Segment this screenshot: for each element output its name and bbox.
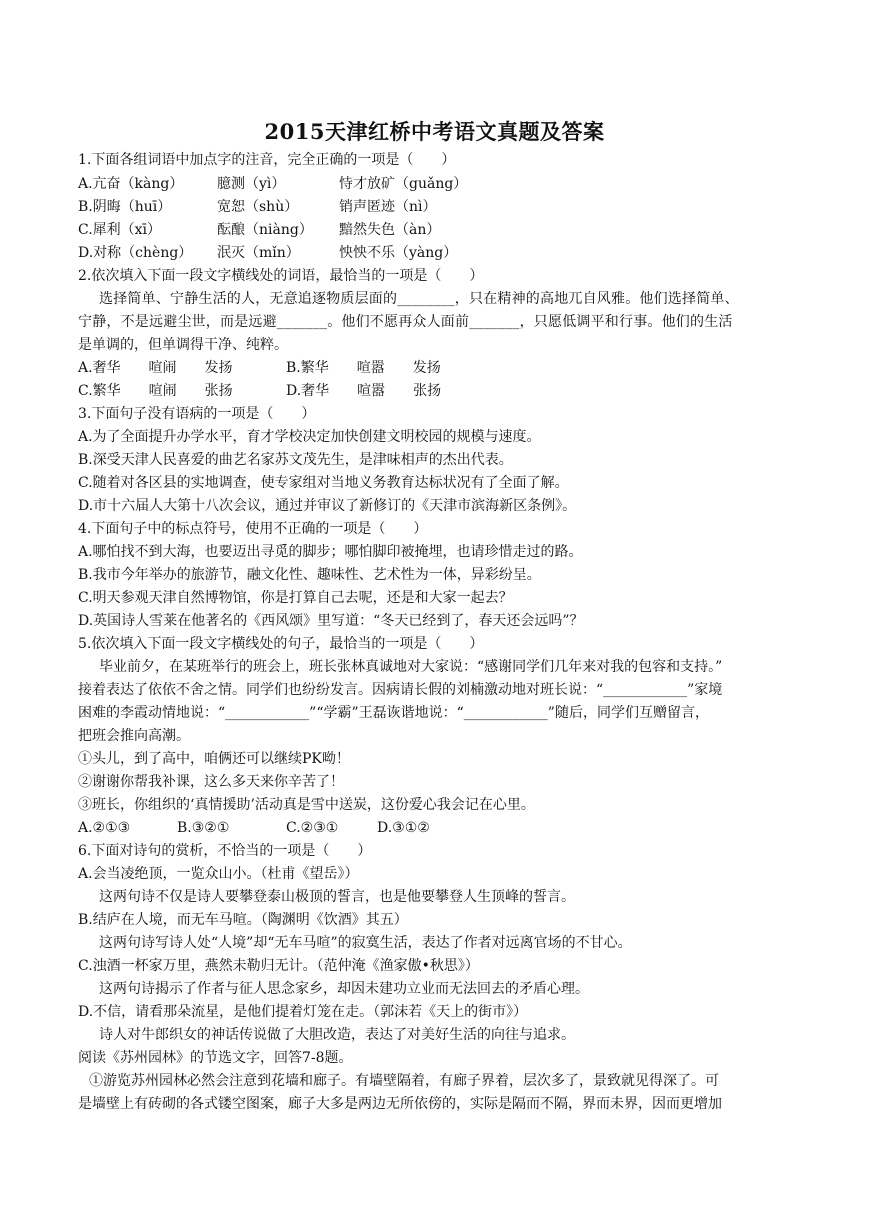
q1-option-d-word2: 泯灭（mǐn） [217, 245, 300, 261]
q4-option-c: C.明天参观天津自然博物馆，你是打算自己去呢，还是和大家一起去？ [78, 590, 513, 606]
q2-passage-line: 宁静，不是远避尘世，而是远避_______。他们不愿再众人面前_______，只愿低调平和行事。他们的生活 [78, 314, 733, 330]
q3-option-b: B.深受天津人民喜爱的曲艺名家苏文茂先生，是津味相声的杰出代表。 [78, 452, 513, 468]
q4-option-a: A.哪怕找不到大海，也要迈出寻觅的脚步；哪怕脚印被掩埋，也请珍惜走过的路。 [78, 544, 583, 560]
q5-sentence-2: ②谢谢你帮我补课，这么多天来你辛苦了！ [78, 774, 344, 790]
q2-passage-line: 是单调的，但单调得干净、纯粹。 [78, 337, 288, 353]
q6-option-d-note: 诗人对牛郎织女的神话传说做了大胆改造，表达了对美好生活的向往与追求。 [99, 1027, 575, 1043]
reading-paragraph-line: 是墙壁上有砖砌的各式镂空图案，廊子大多是两边无所依傍的，实际是隔而不隔，界而未界，因而更增加 [78, 1096, 722, 1112]
q2-option-c: C.繁华 喧闹 张扬 [78, 383, 233, 399]
q5-passage-line: 毕业前夕，在某班举行的班会上，班长张林真诚地对大家说：“感谢同学们几年来对我的包容和支持。” [99, 659, 723, 675]
reading-paragraph-line: ①游览苏州园林必然会注意到花墙和廊子。有墙壁隔着，有廊子界着，层次多了，景致就见得深了。可 [89, 1073, 719, 1089]
q1-option-a-word3: 恃才放矿（guǎng） [339, 176, 468, 192]
q6-option-b-poem: B.结庐在人境，而无车马喧。（陶渊明《饮酒》其五） [78, 912, 408, 928]
q1-option-c-word2: 酝酿（niàng） [217, 222, 313, 238]
document-title: 2015天津红桥中考语文真题及答案 [264, 119, 605, 144]
q5-option-c: C.②③① [286, 820, 339, 836]
q4-option-d: D.英国诗人雪莱在他著名的《西风颂》里写道：“冬天已经到了，春天还会远吗”？ [78, 613, 584, 629]
q2-passage-line: 选择简单、宁静生活的人，无意追逐物质层面的________，只在精神的高地兀自风雅。他们选择简单、 [99, 291, 739, 307]
q5-passage-line: 接着表达了依依不舍之情。同学们也纷纷发言。因病请长假的刘楠激动地对班长说：“____________”家境 [78, 682, 723, 698]
q6-option-c-note: 这两句诗揭示了作者与征人思念家乡，却因未建功立业而无法回去的矛盾心理。 [99, 981, 589, 997]
q6-option-d-poem: D.不信，请看那朵流星，是他们提着灯笼在走。（郭沫若《天上的街市》） [78, 1004, 528, 1020]
q6-option-c-poem: C.浊酒一杯家万里，燕然未勒归无计。（范仲淹《渔家傲•秋思》） [78, 958, 479, 974]
q1-option-d-word1: D.对称（chèng） [78, 245, 193, 261]
q4-option-b: B.我市今年举办的旅游节，融文化性、趣味性、艺术性为一体，异彩纷呈。 [78, 567, 541, 583]
q1-option-b-word2: 宽恕（shù） [217, 199, 299, 215]
q3-option-a: A.为了全面提升办学水平，育才学校决定加快创建文明校园的规模与速度。 [78, 429, 541, 445]
q5-sentence-3: ③班长，你组织的‘真情援助’活动真是雪中送炭，这份爱心我会记在心里。 [78, 797, 535, 813]
question-6-stem: 6.下面对诗句的赏析，不恰当的一项是（ ） [78, 843, 372, 859]
question-2-stem: 2.依次填入下面一段文字横线处的词语，最恰当的一项是（ ） [78, 268, 484, 284]
q6-option-a-note: 这两句诗不仅是诗人要攀登泰山极顶的誓言，也是他要攀登人生顶峰的誓言。 [99, 889, 575, 905]
question-4-stem: 4.下面句子中的标点符号，使用不正确的一项是（ ） [78, 521, 428, 537]
q2-option-d: D.奢华 喧嚣 张扬 [286, 383, 442, 399]
question-1-stem: 1.下面各组词语中加点字的注音，完全正确的一项是（ ） [78, 152, 456, 168]
question-3-stem: 3.下面句子没有语病的一项是（ ） [78, 406, 316, 422]
q1-option-c-word1: C.犀利（xī） [78, 222, 162, 238]
q5-passage-line: 困难的李霞动情地说：“____________”“学霸”王磊诙谐地说：“____________”随后，同学们互赠留言， [78, 705, 709, 721]
q3-option-c: C.随着对各区县的实地调查，使专家组对当地义务教育达标状况有了全面了解。 [78, 475, 569, 491]
q2-option-b: B.繁华 喧嚣 发扬 [286, 360, 441, 376]
reading-intro: 阅读《苏州园林》的节选文字，回答7-8题。 [78, 1050, 353, 1066]
q1-option-d-word3: 怏怏不乐（yàng） [339, 245, 458, 261]
q1-option-b-word1: B.阴晦（huī） [78, 199, 172, 215]
question-5-stem: 5.依次填入下面一段文字横线处的句子，最恰当的一项是（ ） [78, 636, 484, 652]
q5-option-d: D.③①② [377, 820, 430, 836]
q1-option-c-word3: 黯然失色（àn） [339, 222, 441, 238]
q5-option-a: A.②①③ [78, 820, 131, 836]
q6-option-b-note: 这两句诗写诗人处“人境”却“无车马喧”的寂寞生活，表达了作者对远离官场的不甘心。 [99, 935, 632, 951]
q1-option-b-word3: 销声匿迹（nì） [339, 199, 437, 215]
q5-option-b: B.③②① [177, 820, 230, 836]
q2-option-a: A.奢华 喧闹 发扬 [78, 360, 233, 376]
q1-option-a-word2: 臆测（yì） [217, 176, 286, 192]
q5-sentence-1: ①头儿，到了高中，咱俩还可以继续PK呦！ [78, 751, 350, 767]
q1-option-a-word1: A.亢奋（kàng） [78, 176, 184, 192]
q5-passage-line: 把班会推向高潮。 [78, 728, 190, 744]
q3-option-d: D.市十六届人大第十八次会议，通过并审议了新修订的《天津市滨海新区条例》。 [78, 498, 577, 514]
q6-option-a-poem: A.会当凌绝顶，一览众山小。（杜甫《望岳》） [78, 866, 359, 882]
